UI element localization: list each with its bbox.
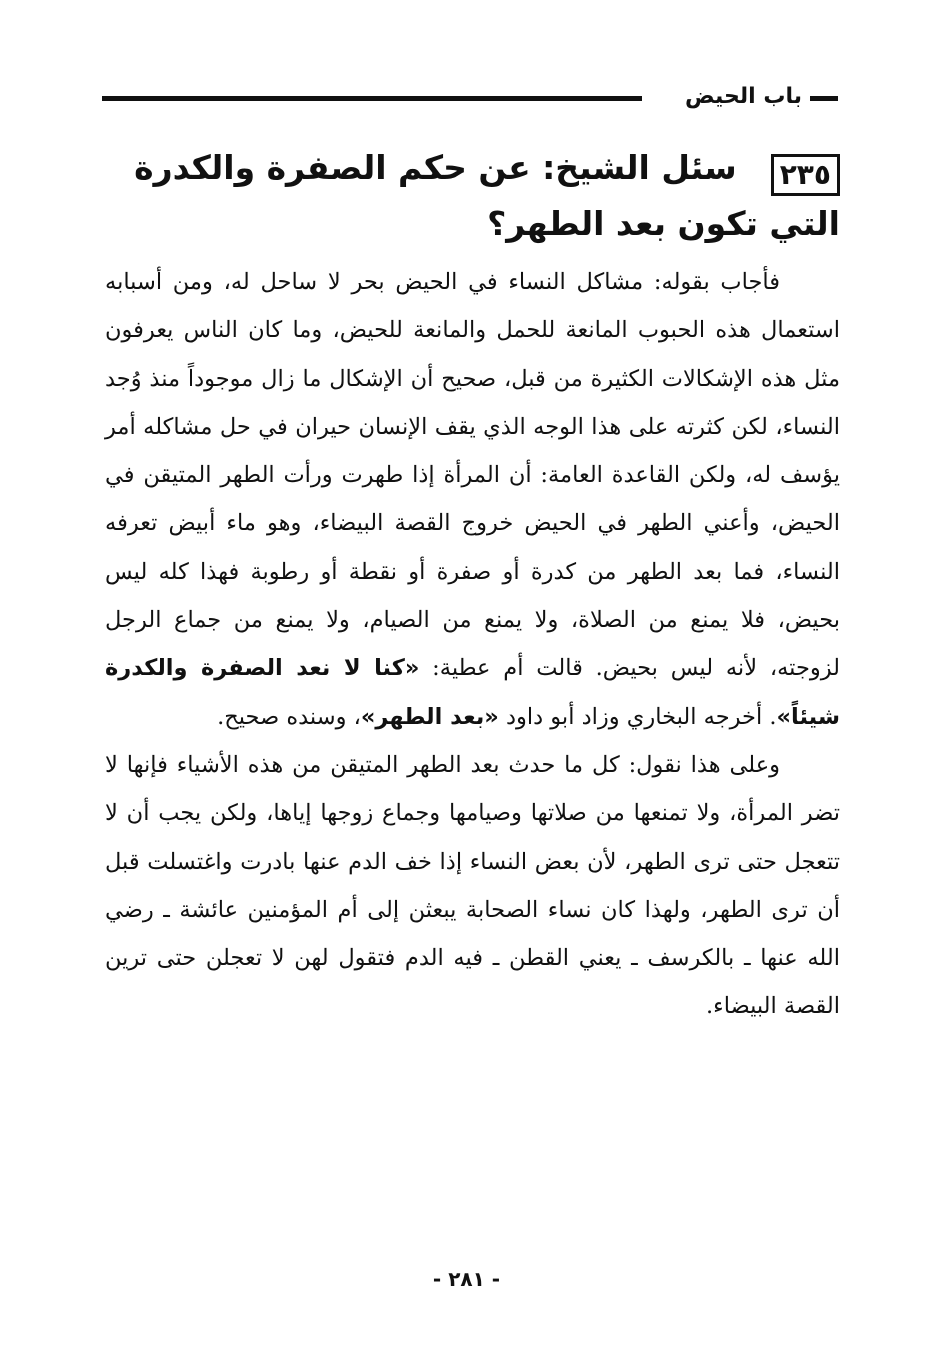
answer-text-part-3: ، وسنده صحيح.: [217, 703, 361, 730]
header-rule-right: [810, 96, 838, 101]
header-rule-long: [102, 96, 642, 101]
question-heading: [105, 140, 840, 252]
answer-body: [105, 258, 840, 1031]
hadith-quote: «كنا لا نعد الصفرة والكدرة شيئاً»: [105, 655, 840, 730]
chapter-title: باب الحيض: [677, 82, 810, 112]
addition-quote: «بعد الطهر»: [360, 703, 499, 730]
page-number: - ٢٨١ -: [432, 1267, 501, 1291]
answer-text-part-2: . أخرجه البخاري وزاد أبو داود: [506, 703, 777, 730]
question-text: سئل الشيخ: عن حكم الصفرة والكدرة التي تكون بعد الطهر؟: [134, 148, 840, 243]
answer-text-part-1: فأجاب بقوله: مشاكل النساء في الحيض بحر لا ساحل له، ومن أسبابه استعمال هذه الحبوب المانعة للحمل والمانعة للحيض، وما كان الناس يعرفون مثل هذه الإشكالات الكثيرة من قبل، صحيح أن الإشكال ما زال موجوداً منذ وُجد النساء، لكن كثرته على هذا الوجه الذي يقف الإنسان حيران في حل مشاكله أمر يؤسف له، ولكن القاعدة العامة: أن المرأة إذا طهرت ورأت الطهر المتيقن في الحيض، وأعني الطهر في الحيض خروج القصة البيضاء، وهو ماء أبيض تعرفه النساء، فما بعد الطهر من كدرة أو صفرة أو نقطة أو رطوبة فهذا كله ليس بحيض، فلا يمنع من الصلاة، ولا يمنع من الصيام، ولا يمنع من جماع الرجل لزوجته، لأنه ليس بحيض. قالت أم عطية:: [105, 269, 840, 682]
answer-paragraph-1: [105, 258, 840, 741]
answer-paragraph-2: وعلى هذا نقول: كل ما حدث بعد الطهر المتيقن من هذه الأشياء فإنها لا تضر المرأة، ولا تمنعها من صلاتها وصيامها وجماع زوجها إياها، ولكن يجب أن لا تتعجل حتى ترى الطهر، لأن بعض النساء إذا خف الدم عنها بادرت واغتسلت قبل أن ترى الطهر، ولهذا كان نساء الصحابة يبعثن إلى أم المؤمنين عائشة ـ رضي الله عنها ـ بالكرسف ـ يعني القطن ـ فيه الدم فتقول لهن لا تعجلن حتى ترين القصة البيضاء.: [105, 751, 840, 1020]
question-number-box: ٢٣٥: [771, 154, 840, 196]
running-header: [102, 82, 838, 122]
